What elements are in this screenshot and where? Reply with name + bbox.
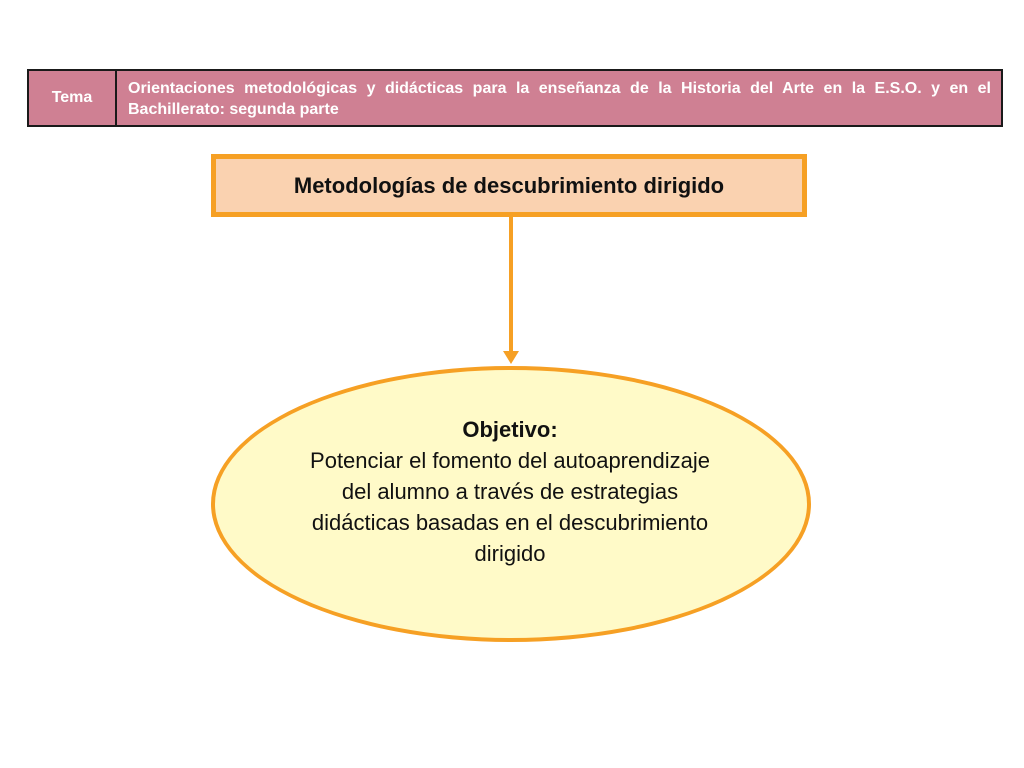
topic-title: Orientaciones metodológicas y didácticas para la enseñanza de la Historia del Arte en la E.S.O. y en el Bachillerato: segunda parte bbox=[116, 70, 1002, 126]
objective-heading: Objetivo: bbox=[462, 417, 558, 442]
arrow-head-icon bbox=[503, 351, 519, 364]
objective-text bbox=[310, 414, 710, 569]
methodology-box-label: Metodologías de descubrimiento dirigido bbox=[293, 172, 725, 198]
objective-body: Potenciar el fomento del autoaprendizaje del alumno a través de estrategias didácticas basadas en el descubrimiento dirigido bbox=[310, 448, 710, 566]
tema-label: Tema bbox=[28, 70, 116, 126]
